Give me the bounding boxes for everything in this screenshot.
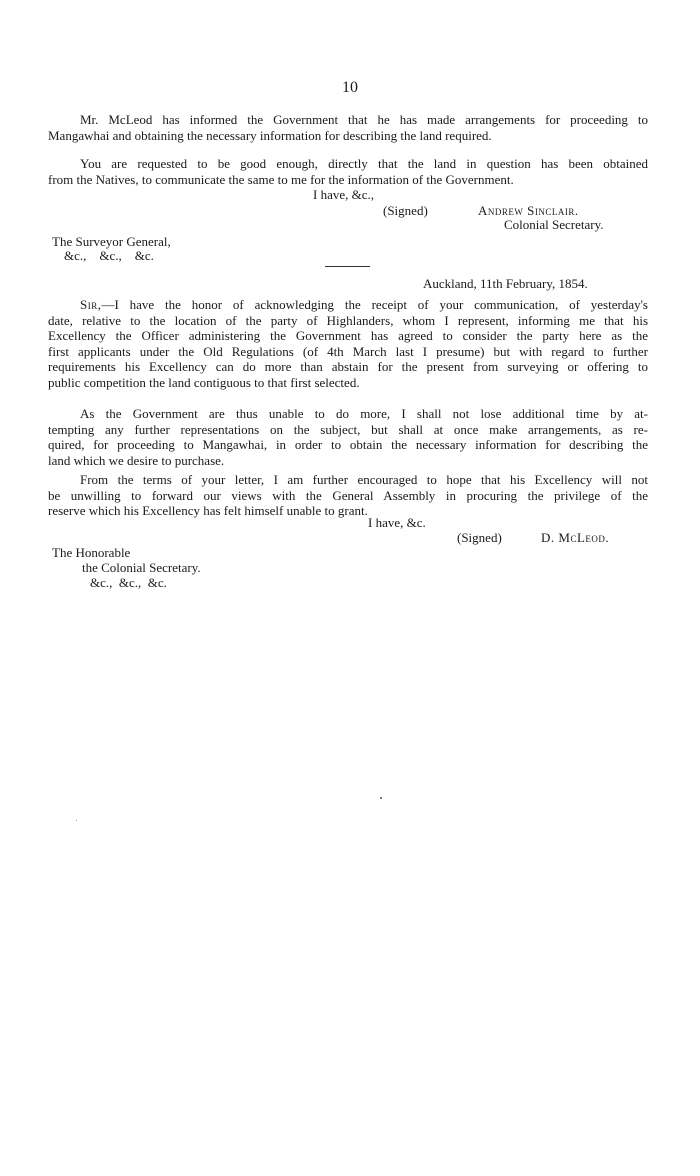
- letter2-signed-label: (Signed): [457, 530, 502, 545]
- text-line: public competition the land contiguous to that first selected.: [48, 374, 360, 390]
- letter1-addressee-etc: &c., &c., &c.: [64, 248, 154, 263]
- letter1-signatory-name: Andrew Sinclair.: [478, 203, 579, 218]
- text-line: Excellency the Officer administering the Government has agreed to consider the party here as the: [48, 328, 648, 344]
- text-line: As the Government are thus unable to do more, I shall not lose additional time by at-: [80, 406, 648, 421]
- ink-speck: [380, 797, 382, 799]
- text-line: Mr. McLeod has informed the Government that he has made arrangements for proceeding to: [80, 112, 648, 127]
- letter2-addressee-etc: &c., &c., &c.: [90, 575, 167, 590]
- letter1-signed-label: (Signed): [383, 203, 428, 218]
- letter1-paragraph-2: [48, 156, 648, 187]
- letter2-signatory-name: D. McLeod.: [541, 530, 610, 545]
- salutation-continuation: —I have the honor of acknowledging the receipt of your communication, of yesterday's: [101, 297, 648, 312]
- text-line: requirements his Excellency can do more than abstain for the present from surveying or offering to: [48, 359, 648, 375]
- letter2-dateline: Auckland, 11th February, 1854.: [423, 276, 588, 291]
- letter2-addressee-line-2: the Colonial Secretary.: [82, 560, 201, 575]
- letter1-paragraph-1: [48, 112, 648, 143]
- text-line: quired, for proceeding to Mangawhai, in order to obtain the necessary information for describing the: [48, 437, 648, 453]
- ink-speck: [76, 820, 77, 821]
- letter1-closing: I have, &c.,: [313, 187, 375, 202]
- text-line: reserve which his Excellency has felt himself unable to grant.: [48, 503, 368, 519]
- letter2-addressee: The Honorable: [52, 545, 131, 560]
- section-divider: [325, 266, 370, 267]
- text-line: date, relative to the location of the party of Highlanders, whom I represent, informing me that his: [48, 312, 648, 328]
- text-line: land which we desire to purchase.: [48, 452, 225, 468]
- text-line: You are requested to be good enough, directly that the land in question has been obtained: [80, 156, 648, 171]
- text-line: be unwilling to forward our views with the General Assembly in procuring the privilege of the: [48, 487, 648, 503]
- letter1-signatory-title: Colonial Secretary.: [504, 217, 604, 232]
- page-number: 10: [342, 79, 358, 96]
- text-line: [48, 297, 648, 313]
- text-line: From the terms of your letter, I am further encouraged to hope that his Excellency will not: [80, 472, 648, 487]
- letter2-closing: I have, &c.: [368, 515, 426, 530]
- text-line: Mangawhai and obtaining the necessary information for describing the land required.: [48, 127, 492, 143]
- letter1-addressee: The Surveyor General,: [52, 234, 171, 249]
- text-line: tempting any further representations on the subject, but shall at once make arrangements, as re-: [48, 421, 648, 437]
- letter2-paragraph-2: [48, 406, 648, 468]
- salutation: Sir,: [80, 297, 102, 312]
- letter2-paragraph-1: [48, 297, 648, 391]
- letter2-paragraph-3: [48, 472, 648, 519]
- text-line: first applicants under the Old Regulations (of 4th March last I presume) but with regard to further: [48, 343, 648, 359]
- text-line: from the Natives, to communicate the same to me for the information of the Government.: [48, 171, 514, 187]
